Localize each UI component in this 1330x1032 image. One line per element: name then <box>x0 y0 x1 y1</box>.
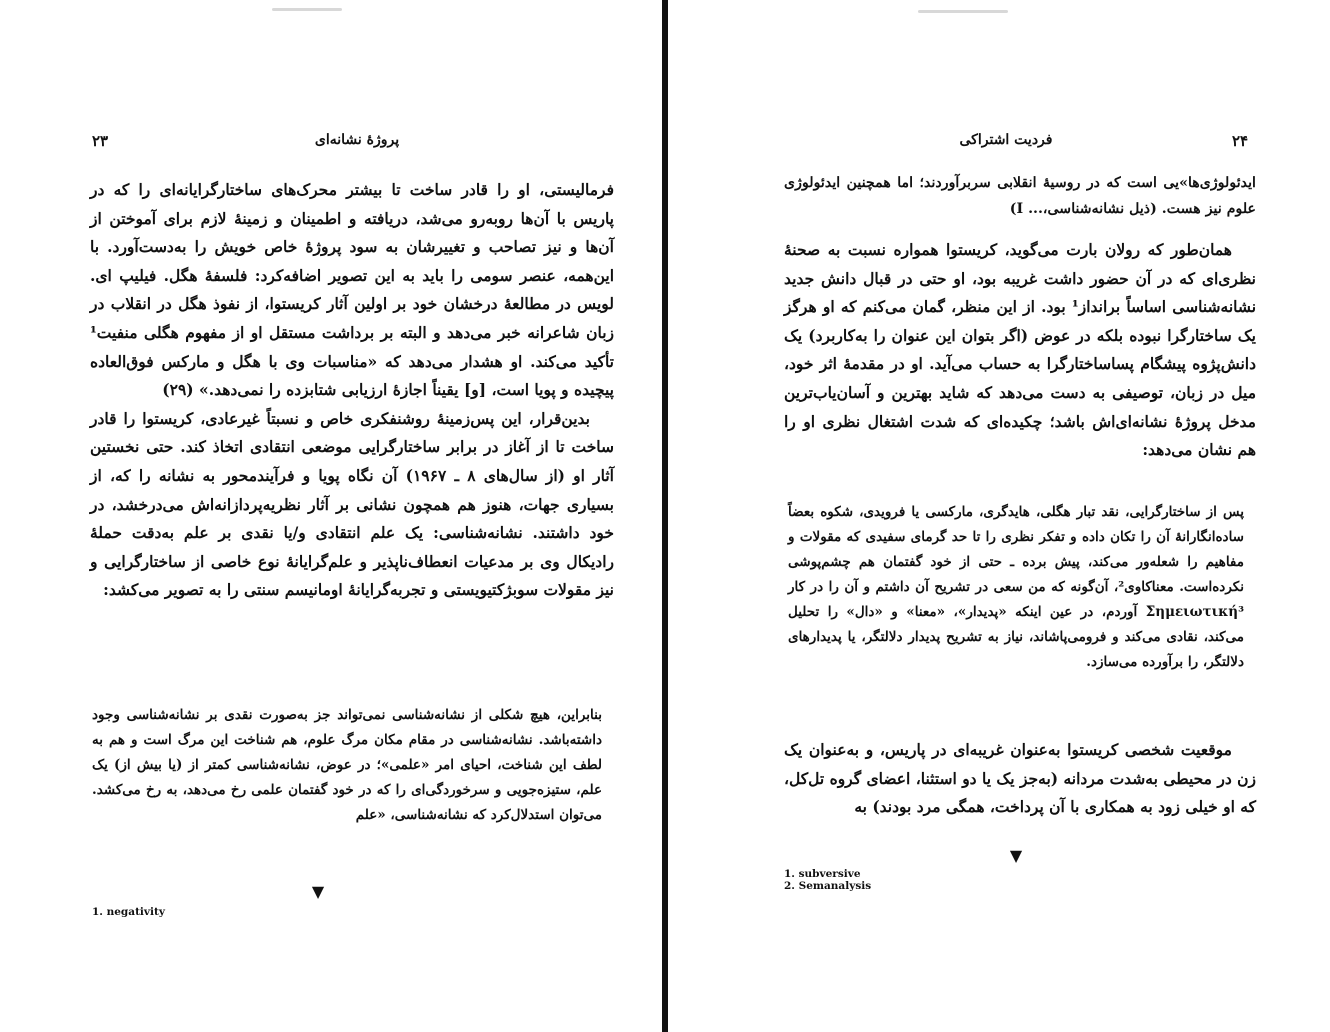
footnote: 1. subversive <box>784 868 861 880</box>
page-number: ۲۴ <box>1232 132 1249 150</box>
continuation-marker: ▼ <box>1009 846 1023 865</box>
continuation-marker: ▼ <box>311 882 325 901</box>
block-quote <box>92 703 602 828</box>
footnotes <box>92 906 165 918</box>
paragraph: بدین‌قرار، این پس‌زمینهٔ روشنفکری خاص و نسبتاً غیرعادی، کریستوا را قادر ساخت تا از آغاز در برابر ساختارگرایی موضعی انتقادی اتخاذ کند. حتی نخستین آثار او (از سال‌های ۸ ـ ۱۹۶۷) آن نگاه پویا و فرآیندمحور به نشانه را که، از بسیاری جهات، هنوز هم همچون نشانی بر آثار نظریه‌پردازانه‌اش می‌درخشد، در خود داشتند. نشانه‌شناسی: یک علم انتقادی و/یا نقدی بر علم به‌دقت حملهٔ رادیکال وی بر مدعیات انعطاف‌ناپذیر و علم‌گرایانهٔ نوع خاصی از ساختارگرایی و نیز مقولات سوبژکتیویستی و تجربه‌گرایانهٔ اومانیسم سنتی را به تصویر می‌کشد: <box>90 408 614 600</box>
running-head: پروژهٔ نشانه‌ای <box>314 132 400 148</box>
body-text <box>784 736 1256 822</box>
body-text <box>784 236 1256 465</box>
page-number: ۲۳ <box>92 132 109 150</box>
right-page <box>668 0 1330 1032</box>
paragraph: موقعیت شخصی کریستوا به‌عنوان غریبه‌ای در پاریس، و به‌عنوان یک زن در محیطی به‌شدت مردانه (به‌جز یک یا دو استثنا، اعضای گروه تل‌کل، که او خیلی زود به همکاری با آن پرداخت، همگی مرد بودند) به <box>784 740 1256 817</box>
paragraph: همان‌طور که رولان بارت می‌گوید، کریستوا همواره نسبت به صحنهٔ نظری‌ای که در آن حضور داشت غریبه بود، او حتی در قبال دانش جدید نشانه‌شناسی اساساً برانداز¹ بود. از این منظر، گمان می‌کنم که او هرگز یک ساختارگرا نبوده بلکه در عوض (اگر بتوان این عنوان را به‌کاربرد) یک دانش‌پژوه پیشگام پساساختارگرا به حساب می‌آید. او در مقدمهٔ اثر خود، میل در زبان، توصیفی به دست می‌دهد که شاید بهترین و آسان‌یاب‌ترین مدخل پروژهٔ نشانه‌ای‌اش باشد؛ چکیده‌ای که شدت اشتغال نظری او را هم نشان می‌دهد: <box>784 240 1257 460</box>
footnotes <box>784 868 871 892</box>
quote-text: بنابراین، هیچ شکلی از نشانه‌شناسی نمی‌تواند جز به‌صورت نقدی بر نشانه‌شناسی وجود داشته‌باشد. نشانه‌شناسی در مقام مکان مرگ علوم، هم شناخت این مرگ است و هم به لطف این شناخت، احیای امر «علمی»؛ در عوض، نشانه‌شناسی کمتر از (یا بیش از) یک علم، ستیزه‌جویی و سرخوردگی‌ای را که در خود گفتمان علمی رخ می‌دهد، به رخ می‌کشد. می‌توان استدلال‌کرد که نشانه‌شناسی، «علم <box>92 707 602 823</box>
running-head: فردیت اشتراکی <box>959 132 1053 148</box>
body-text <box>90 176 614 605</box>
body-text <box>784 170 1256 222</box>
footnote: 1. negativity <box>92 906 165 918</box>
paragraph: ایدئولوژی‌ها»یی است که در روسیهٔ انقلابی سربرآوردند؛ اما همچنین ایدئولوژی علوم نیز هست. (ذیل نشانه‌شناسی،... I) <box>784 175 1256 217</box>
scan-smudge <box>272 8 342 11</box>
scan-smudge <box>918 10 1008 13</box>
block-quote <box>788 500 1244 675</box>
quote-text: پس از ساختارگرایی، نقد تبار هگلی، هایدگری، مارکسی یا فرویدی، شکوه بعضاً ساده‌انگارانهٔ آن را تکان داده و تفکر نظری را تا حد گرمای سفیدی که مقولات و مفاهیم را شعله‌ور می‌کند، پیش برده ـ حتی از خود گفتمان هم چشم‌پوشی نکرده‌است. معناکاوی²، آن‌گونه که من سعی در تشریح آن داشتم و آن را در کار Σημειωτική³ آوردم، در عین اینکه «پدیدار»، «معنا» و «دال» را تحلیل می‌کند، نقادی می‌کند و فرومی‌پاشاند، نیاز به تشریح پدیدار دلالتگر، یا پدیدارهای دلالتگر، را برآورده می‌سازد. <box>788 504 1244 670</box>
paragraph: فرمالیستی، او را قادر ساخت تا بیشتر محرک‌های ساختارگرایانه‌ای را که در پاریس با آن‌ها روبه‌رو می‌شد، دریافته و اطمینان و زمینهٔ لازم برای آموختن از آن‌ها و نیز تصاحب و تغییرشان به سود پروژهٔ خاص خویش را به‌دست‌آورد. با این‌همه، عنصر سومی را باید به این تصویر اضافه‌کرد: فلسفهٔ هگل. فیلیپ ای. لویس در مطالعهٔ درخشان خود بر اولین آثار کریستوا، از نفوذ هگل در انقلاب در زبان شاعرانه خبر می‌دهد و البته بر برداشت مستقل او از مفهوم هگلی منفیت¹ تأکید می‌کند. او هشدار می‌دهد که «مناسبات وی با هگل و مارکس فوق‌العاده پیچیده و پویا است، [و] یقیناً اجازهٔ ارزیابی شتابزده را نمی‌دهد.» (۲۹) <box>90 180 614 400</box>
left-page <box>0 0 662 1032</box>
footnote: 2. Semanalysis <box>784 880 872 892</box>
